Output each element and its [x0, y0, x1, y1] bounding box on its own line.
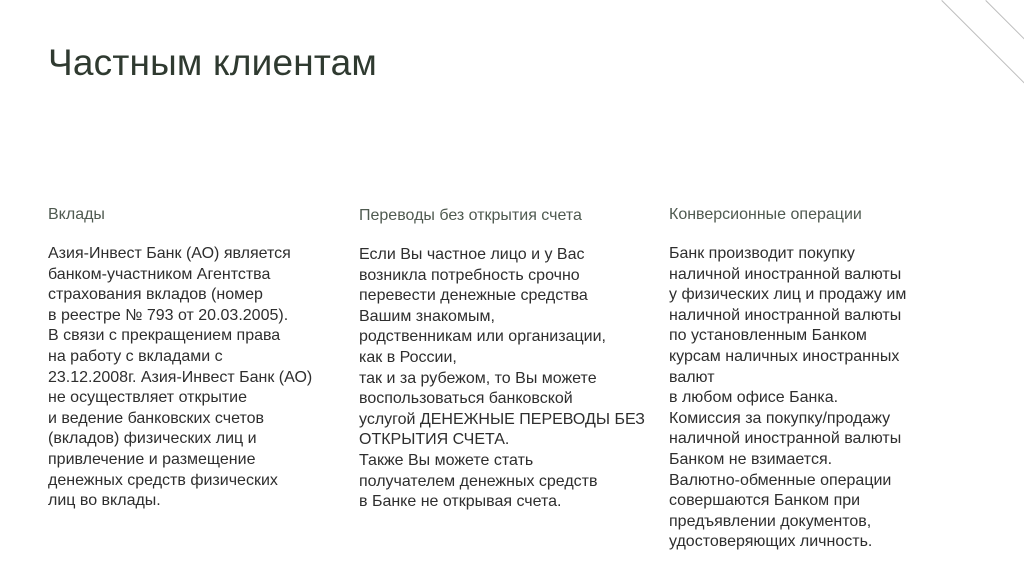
- text-line: (вкладов) физических лиц и: [48, 430, 257, 448]
- text-line: Вашим знакомым,: [359, 307, 495, 325]
- text-line: Если Вы частное лицо и у Вас: [359, 246, 585, 263]
- column-body: [669, 244, 906, 553]
- text-line: привлечение и размещение: [48, 450, 256, 468]
- text-line: получателем денежных средств: [359, 472, 598, 490]
- text-line: курсам наличных иностранных: [669, 347, 900, 365]
- text-line: в Банке не открывая счета.: [359, 493, 562, 511]
- text-line: ОТКРЫТИЯ СЧЕТА.: [359, 431, 510, 449]
- text-line: родственникам или организации,: [359, 328, 606, 346]
- column-heading: Переводы без открытия счета: [359, 207, 582, 224]
- text-line: удостоверяющих личность.: [669, 533, 873, 551]
- text-line: возникла потребность срочно: [359, 266, 580, 284]
- text-line: и ведение банковских счетов: [48, 409, 264, 427]
- text-line: Комиссия за покупку/продажу: [669, 409, 891, 427]
- text-line: Азия-Инвест Банк (АО) является: [48, 245, 291, 262]
- text-line: денежных средств физических: [48, 471, 278, 489]
- text-line: наличной иностранной валюты: [669, 265, 902, 283]
- page-title: Частным клиентам: [48, 42, 378, 83]
- text-line: лиц во вклады.: [48, 492, 161, 510]
- text-line: в реестре № 793 от 20.03.2005).: [48, 306, 289, 324]
- column-body: [48, 244, 312, 512]
- text-line: банком-участником Агентства: [48, 265, 271, 283]
- text-line: 23.12.2008г. Азия-Инвест Банк (АО): [48, 368, 313, 386]
- text-line: Банком не взимается.: [669, 450, 833, 468]
- text-line: страхования вкладов (номер: [48, 286, 263, 304]
- column-heading: Вклады: [48, 206, 105, 223]
- text-line: совершаются Банком при: [669, 492, 861, 510]
- text-line: так и за рубежом, то Вы можете: [359, 369, 597, 387]
- corner-line-1: [941, 0, 1024, 84]
- text-line: в любом офисе Банка.: [669, 389, 839, 407]
- text-line: предъявлении документов,: [669, 512, 872, 530]
- corner-line-2: [985, 0, 1024, 40]
- text-line: по установленным Банком: [669, 327, 867, 345]
- text-line: В связи с прекращением права: [48, 327, 281, 345]
- text-line: валют: [669, 368, 715, 386]
- column-body: [359, 245, 645, 513]
- text-line: воспользоваться банковской: [359, 390, 573, 408]
- text-line: Банк производит покупку: [669, 245, 855, 262]
- text-line: Валютно-обменные операции: [669, 471, 892, 489]
- text-line: Также Вы можете стать: [359, 451, 534, 469]
- text-line: наличной иностранной валюты: [669, 306, 902, 324]
- text-line: перевести денежные средства: [359, 287, 588, 305]
- text-line: услугой ДЕНЕЖНЫЕ ПЕРЕВОДЫ БЕЗ: [359, 410, 645, 428]
- text-line: на работу с вкладами с: [48, 347, 223, 365]
- text-line: наличной иностранной валюты: [669, 430, 902, 448]
- text-line: у физических лиц и продажу им: [669, 286, 907, 304]
- column-heading: Конверсионные операции: [669, 206, 862, 223]
- text-line: как в России,: [359, 348, 457, 366]
- text-line: не осуществляет открытие: [48, 389, 247, 407]
